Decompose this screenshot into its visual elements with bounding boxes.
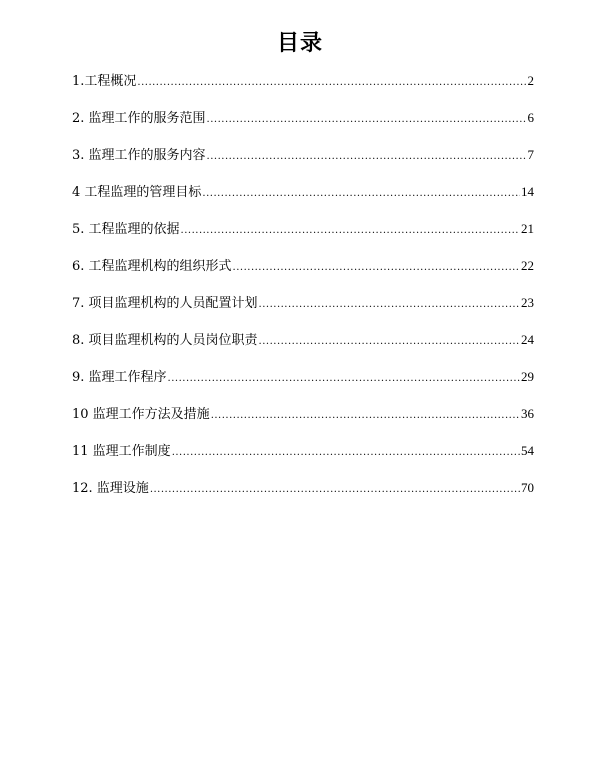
toc-leader-dots: [211, 406, 520, 426]
toc-entry: [72, 441, 534, 478]
toc-leader-dots: [259, 332, 520, 352]
toc-entry-text: 3. 监理工作的服务内容: [72, 148, 206, 163]
toc-entry-page: 22: [521, 258, 534, 273]
toc-leader-dots: [172, 443, 520, 463]
toc-leader-dots: [207, 147, 527, 167]
toc-entry-page: 23: [521, 295, 534, 310]
toc-entry: [72, 71, 534, 108]
toc-entry-page: 21: [521, 221, 534, 236]
toc-leader-dots: [181, 221, 520, 241]
toc-entry: [72, 108, 534, 145]
toc-leader-dots: [233, 258, 520, 278]
toc-entry: [72, 219, 534, 256]
toc-entry-text: 5. 工程监理的依据: [72, 222, 180, 237]
toc-leader-dots: [137, 73, 526, 93]
toc-entry-text: 6. 工程监理机构的组织形式: [72, 259, 232, 274]
toc-leader-dots: [168, 369, 520, 389]
toc-title: 目录: [276, 31, 323, 56]
toc-entry-page: 14: [521, 184, 534, 199]
toc-entry-text: 8. 项目监理机构的人员岗位职责: [72, 333, 258, 348]
toc-entry-page: 29: [521, 369, 534, 384]
toc-entry-page: 24: [521, 332, 534, 347]
toc-entry-text: 9. 监理工作程序: [72, 370, 167, 385]
toc-entry: [72, 293, 534, 330]
toc-leader-dots: [207, 110, 527, 130]
toc-entry-text: 12. 监理设施: [72, 481, 149, 496]
toc-entry: [72, 367, 534, 404]
toc-entry: [72, 478, 534, 515]
toc-entry-text: 1.工程概况: [72, 74, 137, 89]
toc-entry-text: 4 工程监理的管理目标: [72, 185, 202, 200]
toc-list: [72, 71, 534, 515]
toc-entry: [72, 330, 534, 367]
toc-entry-text: 11 监理工作制度: [72, 444, 171, 459]
toc-entry-text: 7. 项目监理机构的人员配置计划: [72, 296, 258, 311]
toc-leader-dots: [202, 184, 520, 204]
toc-entry-page: 54: [521, 443, 534, 458]
toc-entry-page: 36: [521, 406, 534, 421]
toc-entry-page: 2: [527, 73, 534, 88]
toc-entry-text: 2. 监理工作的服务范围: [72, 111, 206, 126]
toc-entry-page: 6: [527, 110, 534, 125]
toc-leader-dots: [150, 480, 520, 500]
toc-leader-dots: [259, 295, 520, 315]
toc-entry: [72, 182, 534, 219]
toc-entry: [72, 256, 534, 293]
toc-entry: [72, 145, 534, 182]
toc-entry-page: 70: [521, 480, 534, 495]
toc-entry-page: 7: [527, 147, 534, 162]
toc-entry: [72, 404, 534, 441]
toc-entry-text: 10 监理工作方法及措施: [72, 407, 210, 422]
